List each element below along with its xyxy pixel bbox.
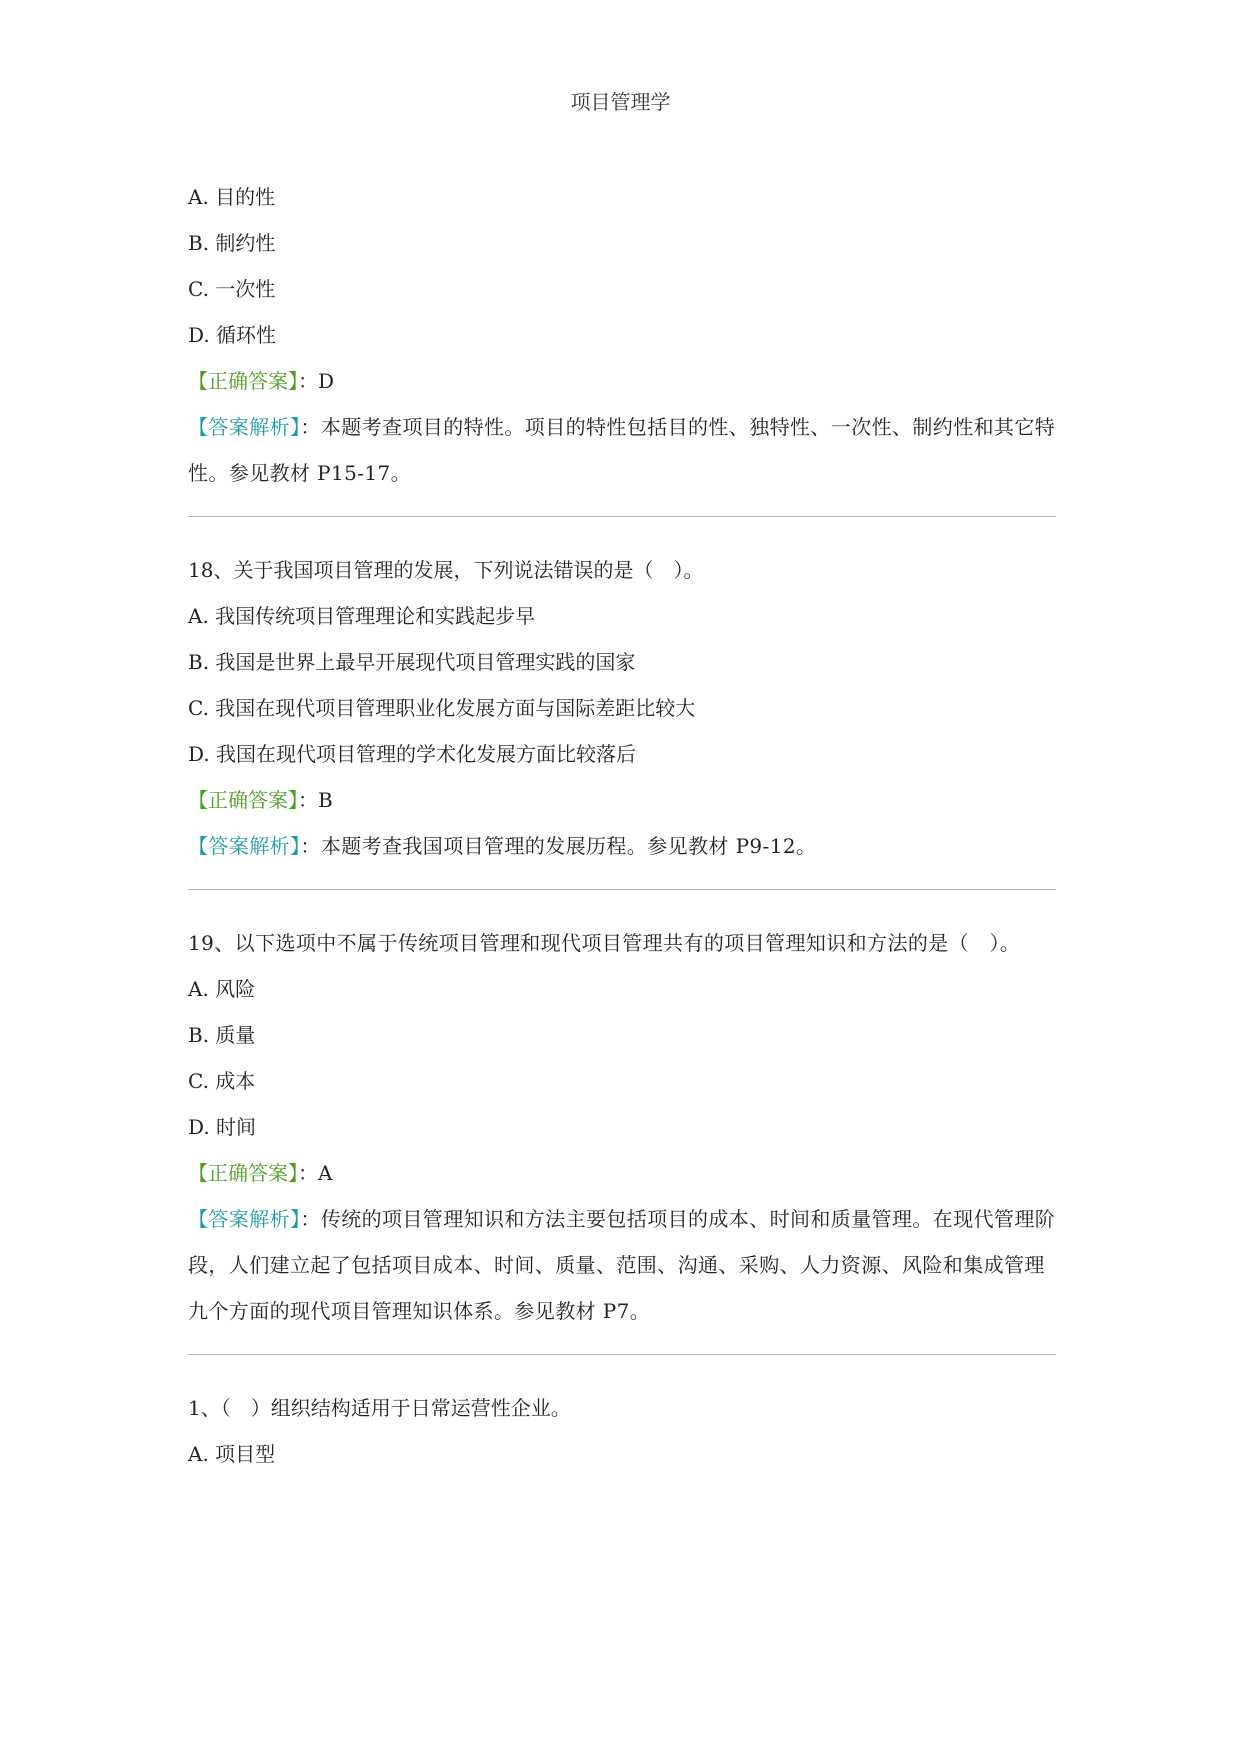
option-b: B. 质量 bbox=[188, 1023, 256, 1047]
answer-analysis-label: 【答案解析】 bbox=[188, 415, 301, 439]
question-stem: 1、（ ）组织结构适用于日常运营性企业。 bbox=[188, 1396, 571, 1420]
question-18 bbox=[188, 547, 1056, 869]
correct-answer-value: D bbox=[318, 369, 335, 393]
option-b: B. 我国是世界上最早开展现代项目管理实践的国家 bbox=[188, 650, 636, 674]
option-a: A. 目的性 bbox=[188, 185, 276, 209]
answer-analysis bbox=[188, 1196, 1056, 1334]
correct-answer-separator: ： bbox=[298, 1161, 318, 1185]
answer-analysis bbox=[188, 404, 1056, 496]
option-d: D. 循环性 bbox=[188, 323, 277, 347]
option-b: B. 制约性 bbox=[188, 231, 276, 255]
answer-analysis-separator: ： bbox=[300, 415, 321, 439]
option-c: C. 我国在现代项目管理职业化发展方面与国际差距比较大 bbox=[188, 696, 696, 720]
option-c: C. 一次性 bbox=[188, 277, 276, 301]
option-a: A. 项目型 bbox=[188, 1442, 276, 1466]
correct-answer-label: 【正确答案】 bbox=[188, 788, 298, 812]
correct-answer bbox=[188, 777, 1056, 823]
correct-answer-label: 【正确答案】 bbox=[188, 1161, 298, 1185]
correct-answer-separator: ： bbox=[298, 788, 318, 812]
question-stem: 19、以下选项中不属于传统项目管理和现代项目管理共有的项目管理知识和方法的是（ ）。 bbox=[188, 931, 1021, 955]
answer-analysis-separator: ： bbox=[300, 1207, 321, 1231]
correct-answer-separator: ： bbox=[298, 369, 318, 393]
answer-analysis-text: 本题考查项目的特性。项目的特性包括目的性、独特性、一次性、制约性和其它特性。参见教材 P15-17。 bbox=[188, 415, 1056, 485]
document-body bbox=[188, 174, 1056, 1477]
option-d: D. 我国在现代项目管理的学术化发展方面比较落后 bbox=[188, 742, 637, 766]
page-header-title: 项目管理学 bbox=[570, 90, 671, 114]
answer-analysis-separator: ： bbox=[300, 834, 321, 858]
answer-analysis bbox=[188, 823, 1056, 869]
correct-answer-label: 【正确答案】 bbox=[188, 369, 298, 393]
option-c: C. 成本 bbox=[188, 1069, 256, 1093]
question-1 bbox=[188, 1385, 1056, 1477]
answer-analysis-text: 传统的项目管理知识和方法主要包括项目的成本、时间和质量管理。在现代管理阶段，人们建立起了包括项目成本、时间、质量、范围、沟通、采购、人力资源、风险和集成管理九个方面的现代项目管理知识体系。参见教材 P7。 bbox=[188, 1207, 1056, 1323]
correct-answer-value: A bbox=[318, 1161, 333, 1185]
option-a: A. 风险 bbox=[188, 977, 256, 1001]
answer-analysis-label: 【答案解析】 bbox=[188, 834, 301, 858]
question-stem: 18、关于我国项目管理的发展，下列说法错误的是（ ）。 bbox=[188, 558, 704, 582]
answer-analysis-label: 【答案解析】 bbox=[188, 1207, 301, 1231]
correct-answer bbox=[188, 358, 1056, 404]
option-a: A. 我国传统项目管理理论和实践起步早 bbox=[188, 604, 536, 628]
correct-answer bbox=[188, 1150, 1056, 1196]
option-d: D. 时间 bbox=[188, 1115, 257, 1139]
correct-answer-value: B bbox=[318, 788, 333, 812]
answer-analysis-text: 本题考查我国项目管理的发展历程。参见教材 P9-12。 bbox=[320, 834, 817, 858]
question-19 bbox=[188, 920, 1056, 1334]
question-17 bbox=[188, 174, 1056, 496]
